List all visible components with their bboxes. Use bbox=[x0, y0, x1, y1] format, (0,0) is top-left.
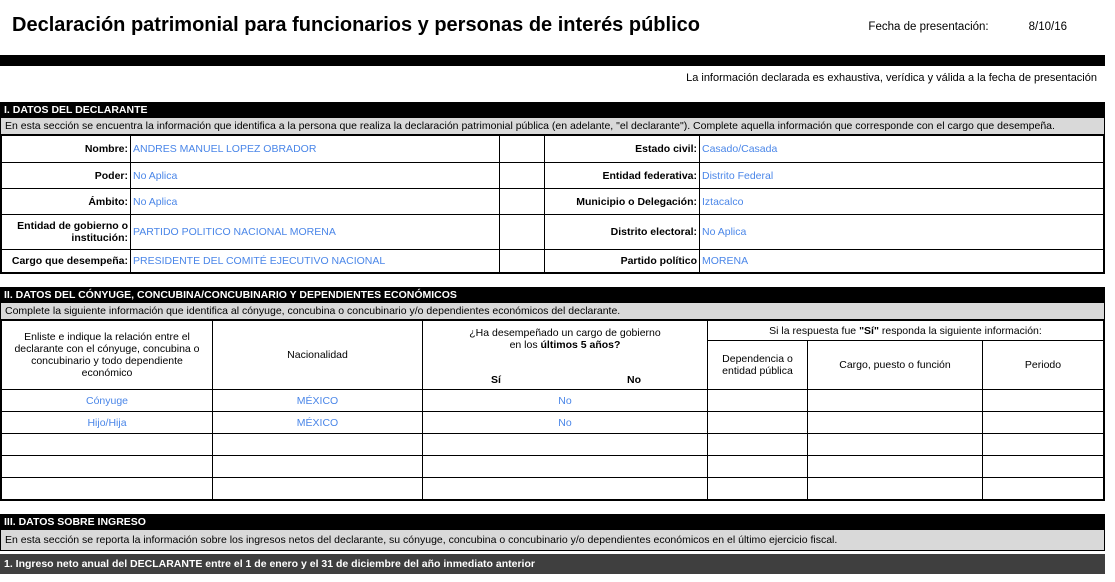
field-value-estado-civil: Casado/Casada bbox=[699, 136, 1103, 162]
cell-dependencia bbox=[707, 411, 807, 433]
title-divider-bar bbox=[0, 55, 1105, 66]
column-header-periodo: Periodo bbox=[982, 340, 1103, 389]
column-header-si-respuesta: Si la respuesta fue "Sí" responda la siguiente información: bbox=[707, 321, 1103, 340]
cell-cargo-gobierno bbox=[422, 433, 707, 455]
spacer-cell bbox=[499, 188, 544, 214]
validity-note: La información declarada es exhaustiva, verídica y válida a la fecha de presentación bbox=[686, 72, 1097, 84]
cell-nacionalidad: MÉXICO bbox=[212, 389, 422, 411]
column-header-cargo-puesto: Cargo, puesto o función bbox=[807, 340, 982, 389]
field-label-nombre: Nombre: bbox=[84, 143, 128, 155]
cell-relacion: Cónyuge bbox=[2, 389, 212, 411]
cell-nacionalidad bbox=[212, 477, 422, 499]
section3-description: En esta sección se reporta la información sobre los ingresos netos del declarante, su cónyuge, concubina o concubinario y/o dependientes económicos en el último ejercicio fiscal. bbox=[0, 530, 1105, 551]
cell-cargo-gobierno: No bbox=[422, 389, 707, 411]
cell-nacionalidad bbox=[212, 433, 422, 455]
field-label-distrito-electoral: Distrito electoral: bbox=[544, 214, 699, 249]
field-value-entidad-gobierno: PARTIDO POLITICO NACIONAL MORENA bbox=[130, 214, 499, 249]
section1-table bbox=[0, 134, 1105, 274]
section1-header-bar: I. DATOS DEL DECLARANTE bbox=[0, 102, 1105, 118]
cell-dependencia bbox=[707, 477, 807, 499]
cell-cargo-puesto bbox=[807, 455, 982, 477]
cell-relacion bbox=[2, 477, 212, 499]
cell-cargo-puesto bbox=[807, 389, 982, 411]
field-label-ambito: Ámbito: bbox=[2, 188, 130, 214]
field-value-nombre: ANDRES MANUEL LOPEZ OBRADOR bbox=[130, 136, 499, 162]
cell-dependencia bbox=[707, 433, 807, 455]
cell-periodo bbox=[982, 455, 1103, 477]
cell-nacionalidad bbox=[212, 455, 422, 477]
field-value-distrito-electoral: No Aplica bbox=[699, 214, 1103, 249]
cell-relacion bbox=[2, 433, 212, 455]
cell-periodo bbox=[982, 433, 1103, 455]
field-label-entidad-federativa: Entidad federativa: bbox=[544, 162, 699, 188]
cell-cargo-puesto bbox=[807, 477, 982, 499]
si-no-sublabels bbox=[427, 374, 703, 386]
spacer-cell bbox=[499, 136, 544, 162]
field-value-cargo: PRESIDENTE DEL COMITÉ EJECUTIVO NACIONAL bbox=[130, 249, 499, 272]
cell-periodo bbox=[982, 389, 1103, 411]
spacer-cell bbox=[499, 162, 544, 188]
cell-dependencia bbox=[707, 389, 807, 411]
field-label-partido-politico: Partido político bbox=[544, 249, 699, 272]
field-label-cargo: Cargo que desempeña: bbox=[2, 249, 130, 272]
cell-cargo-puesto bbox=[807, 433, 982, 455]
cell-cargo-gobierno bbox=[422, 477, 707, 499]
spacer-cell bbox=[499, 214, 544, 249]
column-header-cargo-gobierno bbox=[422, 321, 707, 389]
field-label-estado-civil: Estado civil: bbox=[544, 136, 699, 162]
cell-relacion bbox=[2, 455, 212, 477]
cell-periodo bbox=[982, 477, 1103, 499]
column-header-relacion: Enliste e indique la relación entre el declarante con el cónyuge, concubina o concubinario y todo dependiente económico bbox=[14, 331, 200, 379]
field-label-poder: Poder: bbox=[2, 162, 130, 188]
section2-header-bar: II. DATOS DEL CÓNYUGE, CONCUBINA/CONCUBINARIO Y DEPENDIENTES ECONÓMICOS bbox=[0, 287, 1105, 303]
presentation-date-label: Fecha de presentación: bbox=[868, 21, 989, 33]
question-line1: ¿Ha desempeñado un cargo de gobierno bbox=[469, 327, 661, 339]
section1-description: En esta sección se encuentra la información que identifica a la persona que realiza la declaración patrimonial pública (en adelante, "el declarante"). Complete aquella información que corresponde con el cargo que desempeña. bbox=[0, 118, 1105, 134]
presentation-date bbox=[868, 21, 1067, 33]
page-title: Declaración patrimonial para funcionarios y personas de interés público bbox=[12, 14, 700, 36]
cell-cargo-gobierno: No bbox=[422, 411, 707, 433]
question-line2: en los últimos 5 años? bbox=[509, 339, 621, 351]
presentation-date-value: 8/10/16 bbox=[1028, 21, 1067, 33]
field-value-poder: No Aplica bbox=[130, 162, 499, 188]
cell-cargo-puesto bbox=[807, 411, 982, 433]
section2-table bbox=[0, 319, 1105, 501]
cell-periodo bbox=[982, 411, 1103, 433]
field-value-municipio: Iztacalco bbox=[699, 188, 1103, 214]
document-header bbox=[0, 0, 1115, 55]
sublabel-si: Sí bbox=[491, 374, 501, 386]
spacer-cell bbox=[499, 249, 544, 272]
column-header-dependencia: Dependencia o entidad pública bbox=[707, 340, 807, 389]
cell-dependencia bbox=[707, 455, 807, 477]
field-label-entidad-gobierno: Entidad de gobierno o institución: bbox=[2, 214, 130, 249]
field-value-entidad-federativa: Distrito Federal bbox=[699, 162, 1103, 188]
cell-relacion: Hijo/Hija bbox=[2, 411, 212, 433]
cell-cargo-gobierno bbox=[422, 455, 707, 477]
field-value-ambito: No Aplica bbox=[130, 188, 499, 214]
section2-description: Complete la siguiente información que identifica al cónyuge, concubina o concubinario y/o dependientes económicos del declarante. bbox=[0, 303, 1105, 319]
section3-subsection1-bar: 1. Ingreso neto anual del DECLARANTE entre el 1 de enero y el 31 de diciembre del año inmediato anterior bbox=[0, 554, 1105, 574]
field-label-municipio: Municipio o Delegación: bbox=[544, 188, 699, 214]
cell-nacionalidad: MÉXICO bbox=[212, 411, 422, 433]
section3-header-bar: III. DATOS SOBRE INGRESO bbox=[0, 514, 1105, 530]
sublabel-no: No bbox=[627, 374, 641, 386]
column-header-nacionalidad: Nacionalidad bbox=[212, 321, 422, 389]
field-value-partido-politico: MORENA bbox=[699, 249, 1103, 272]
